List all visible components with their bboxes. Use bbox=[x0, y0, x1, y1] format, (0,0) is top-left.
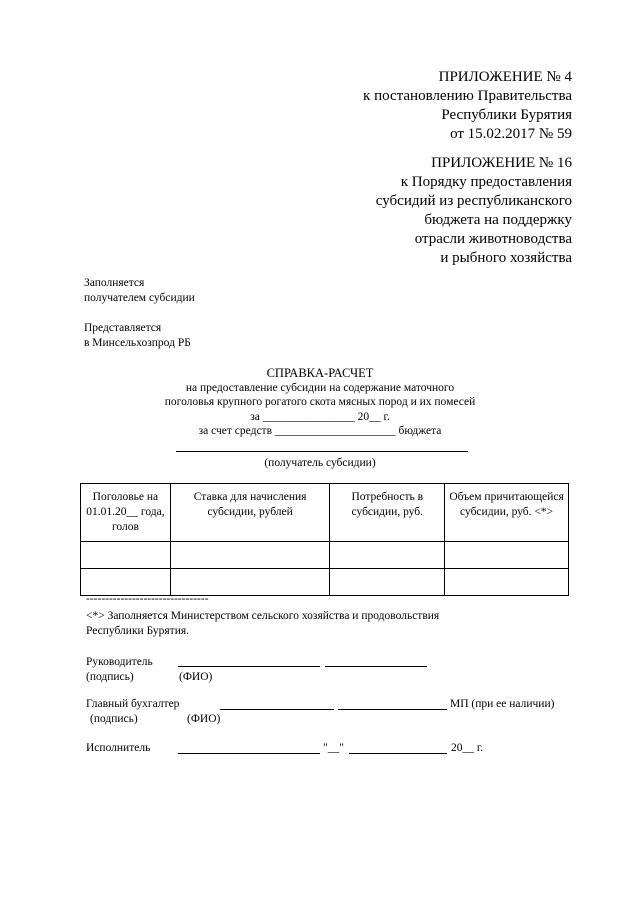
accountant-fio-line[interactable] bbox=[338, 709, 447, 710]
table-cell[interactable] bbox=[170, 542, 330, 569]
table-cell[interactable] bbox=[445, 569, 569, 596]
appendix-16-line: и рыбного хозяйства bbox=[440, 250, 572, 266]
appendix-16-block bbox=[376, 154, 572, 268]
document-title: СПРАВКА-РАСЧЕТ bbox=[266, 366, 374, 380]
subsidy-table bbox=[80, 483, 569, 596]
recipient-caption: (получатель субсидии) bbox=[264, 457, 376, 469]
table-cell[interactable] bbox=[330, 569, 445, 596]
document-subtitle: поголовья крупного рогатого скота мясных пород и их помесей bbox=[164, 396, 476, 408]
appendix-16-line: к Порядку предоставления bbox=[400, 174, 572, 190]
accountant-fio-caption: (ФИО) bbox=[187, 713, 221, 725]
appendix-4-line: от 15.02.2017 № 59 bbox=[450, 126, 572, 142]
appendix-16-line: отрасли животноводства bbox=[414, 231, 572, 247]
table-row bbox=[81, 542, 569, 569]
footnote-separator: -------------------------------- bbox=[86, 593, 209, 605]
accountant-label: Главный бухгалтер bbox=[86, 698, 180, 710]
table-header: Ставка для начисления субсидии, рублей bbox=[170, 484, 330, 542]
head-label: Руководитель bbox=[86, 656, 153, 668]
table-header-row bbox=[81, 484, 569, 542]
filled-by-note bbox=[84, 276, 195, 305]
executor-line[interactable] bbox=[178, 753, 320, 754]
head-signature-line[interactable] bbox=[178, 666, 320, 667]
filled-by-line: Заполняется bbox=[84, 277, 145, 289]
filled-by-line: получателем субсидии bbox=[84, 291, 195, 304]
appendix-4-line: к постановлению Правительства bbox=[363, 88, 572, 104]
executor-year: 20__ г. bbox=[451, 742, 484, 754]
table-header: Объем причитающейся субсидии, руб. <*> bbox=[445, 484, 569, 542]
head-sign-caption: (подпись) bbox=[86, 671, 134, 683]
accountant-sign-caption: (подпись) bbox=[90, 713, 138, 725]
executor-month-line[interactable] bbox=[349, 753, 447, 754]
appendix-16-line: субсидий из республиканского bbox=[375, 193, 572, 209]
seal-note: МП (при ее наличии) bbox=[450, 698, 555, 710]
table-header: Потребность в субсидии, руб. bbox=[330, 484, 445, 542]
table-cell[interactable] bbox=[445, 542, 569, 569]
executor-label: Исполнитель bbox=[86, 742, 151, 754]
head-fio-caption: (ФИО) bbox=[179, 671, 213, 683]
appendix-4-line: Республики Бурятия bbox=[441, 107, 572, 123]
budget-line: за счет средств _____________________ бюджета bbox=[198, 425, 442, 437]
appendix-16-line: бюджета на поддержку bbox=[424, 212, 572, 228]
document-subtitle: на предоставление субсидии на содержание маточного bbox=[185, 381, 455, 394]
appendix-4-block bbox=[363, 68, 572, 144]
submitted-to-note bbox=[84, 321, 191, 350]
table-cell[interactable] bbox=[81, 542, 171, 569]
footnote-text: Республики Бурятия. bbox=[86, 625, 190, 637]
head-fio-line[interactable] bbox=[325, 666, 427, 667]
submitted-to-line: в Минсельхозпрод РБ bbox=[84, 336, 191, 349]
submitted-to-line: Представляется bbox=[84, 322, 162, 334]
document-heading bbox=[0, 366, 640, 439]
recipient-blank bbox=[176, 451, 468, 452]
appendix-16-title: ПРИЛОЖЕНИЕ № 16 bbox=[431, 155, 572, 171]
accountant-signature-line[interactable] bbox=[220, 709, 334, 710]
table-cell[interactable] bbox=[330, 542, 445, 569]
table-header: Поголовье на 01.01.20__ года, голов bbox=[81, 484, 171, 542]
executor-day: "__" bbox=[323, 742, 344, 754]
footnote-text: <*> Заполняется Министерством сельского хозяйства и продовольствия bbox=[86, 610, 440, 622]
period-line: за ________________ 20__ г. bbox=[250, 410, 390, 423]
appendix-4-title: ПРИЛОЖЕНИЕ № 4 bbox=[438, 69, 572, 85]
